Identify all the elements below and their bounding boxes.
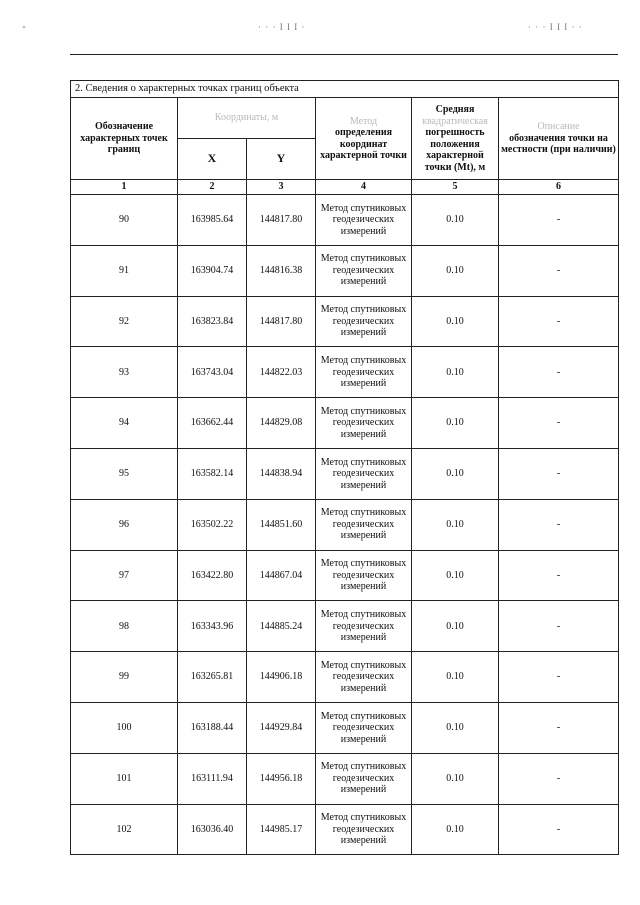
point-designation-cell: 91 (71, 245, 178, 296)
method-cell: Метод спутниковых геодезических измерений (316, 601, 412, 652)
table-row (71, 398, 619, 449)
table-row (71, 753, 619, 804)
header-rule (70, 54, 618, 55)
column-number-2: 2 (178, 180, 247, 195)
description-cell: - (499, 601, 619, 652)
x-coordinate-cell: 163502.22 (178, 499, 247, 550)
mean-error-cell: 0.10 (412, 499, 499, 550)
header-coordinates (178, 98, 316, 139)
section-title: 2. Сведения о характерных точках границ объекта (71, 81, 619, 98)
y-coordinate-cell: 144906.18 (247, 652, 316, 703)
header-method-top: Метод (349, 115, 378, 127)
y-coordinate-cell: 144817.80 (247, 296, 316, 347)
point-designation-cell: 99 (71, 652, 178, 703)
x-coordinate-cell: 163743.04 (178, 347, 247, 398)
y-coordinate-cell: 144829.08 (247, 398, 316, 449)
y-coordinate-cell: 144851.60 (247, 499, 316, 550)
y-coordinate-cell: 144985.17 (247, 804, 316, 855)
point-designation-cell: 98 (71, 601, 178, 652)
table-row (71, 195, 619, 246)
column-number-1: 1 (71, 180, 178, 195)
header-description (499, 98, 619, 180)
header-point-designation-label: Обозначение характерных точек границ (80, 121, 168, 156)
table-row (71, 702, 619, 753)
x-coordinate-cell: 163036.40 (178, 804, 247, 855)
page-mark-left: * (22, 24, 27, 33)
header-method-label: определения координат характерной точки (320, 127, 407, 161)
boundary-points-table (70, 80, 619, 855)
header-mean-error (412, 98, 499, 180)
point-designation-cell: 97 (71, 550, 178, 601)
x-coordinate-cell: 163111.94 (178, 753, 247, 804)
description-cell: - (499, 550, 619, 601)
description-cell: - (499, 347, 619, 398)
method-cell: Метод спутниковых геодезических измерений (316, 448, 412, 499)
page-mark-center: · · · I I I · (258, 22, 306, 32)
column-number-6: 6 (499, 180, 619, 195)
point-designation-cell: 93 (71, 347, 178, 398)
header-method (316, 98, 412, 180)
method-cell: Метод спутниковых геодезических измерений (316, 195, 412, 246)
header-point-designation (71, 98, 178, 180)
description-cell: - (499, 753, 619, 804)
mean-error-cell: 0.10 (412, 195, 499, 246)
description-cell: - (499, 448, 619, 499)
header-x: X (178, 139, 247, 180)
point-designation-cell: 102 (71, 804, 178, 855)
mean-error-cell: 0.10 (412, 601, 499, 652)
mean-error-cell: 0.10 (412, 296, 499, 347)
y-coordinate-cell: 144929.84 (247, 702, 316, 753)
page-mark-right: · · · I I I · · (528, 22, 583, 32)
x-coordinate-cell: 163265.81 (178, 652, 247, 703)
page-header-marks (0, 22, 640, 42)
description-cell: - (499, 499, 619, 550)
table-row (71, 448, 619, 499)
mean-error-cell: 0.10 (412, 347, 499, 398)
mean-error-cell: 0.10 (412, 652, 499, 703)
table-row (71, 652, 619, 703)
description-cell: - (499, 652, 619, 703)
point-designation-cell: 95 (71, 448, 178, 499)
y-coordinate-cell: 144822.03 (247, 347, 316, 398)
x-coordinate-cell: 163582.14 (178, 448, 247, 499)
x-coordinate-cell: 163823.84 (178, 296, 247, 347)
x-coordinate-cell: 163904.74 (178, 245, 247, 296)
y-coordinate-cell: 144885.24 (247, 601, 316, 652)
method-cell: Метод спутниковых геодезических измерений (316, 245, 412, 296)
description-cell: - (499, 296, 619, 347)
method-cell: Метод спутниковых геодезических измерений (316, 804, 412, 855)
mean-error-cell: 0.10 (412, 245, 499, 296)
point-designation-cell: 92 (71, 296, 178, 347)
table-row (71, 550, 619, 601)
y-coordinate-cell: 144838.94 (247, 448, 316, 499)
x-coordinate-cell: 163985.64 (178, 195, 247, 246)
y-coordinate-cell: 144816.38 (247, 245, 316, 296)
header-coordinates-label: Координаты, м (214, 112, 279, 124)
description-cell: - (499, 245, 619, 296)
y-coordinate-cell: 144956.18 (247, 753, 316, 804)
method-cell: Метод спутниковых геодезических измерений (316, 550, 412, 601)
method-cell: Метод спутниковых геодезических измерений (316, 296, 412, 347)
x-coordinate-cell: 163343.96 (178, 601, 247, 652)
header-y: Y (247, 139, 316, 180)
column-number-5: 5 (412, 180, 499, 195)
table-row (71, 804, 619, 855)
point-designation-cell: 96 (71, 499, 178, 550)
table-row (71, 499, 619, 550)
method-cell: Метод спутниковых геодезических измерений (316, 753, 412, 804)
mean-error-cell: 0.10 (412, 550, 499, 601)
description-cell: - (499, 804, 619, 855)
column-number-3: 3 (247, 180, 316, 195)
method-cell: Метод спутниковых геодезических измерений (316, 398, 412, 449)
point-designation-cell: 100 (71, 702, 178, 753)
table-body (71, 195, 619, 855)
description-cell: - (499, 398, 619, 449)
description-cell: - (499, 195, 619, 246)
y-coordinate-cell: 144817.80 (247, 195, 316, 246)
table-row (71, 601, 619, 652)
point-designation-cell: 94 (71, 398, 178, 449)
mean-error-cell: 0.10 (412, 753, 499, 804)
point-designation-cell: 101 (71, 753, 178, 804)
method-cell: Метод спутниковых геодезических измерений (316, 499, 412, 550)
column-number-4: 4 (316, 180, 412, 195)
header-description-label: обозначения точки на местности (при наличии) (501, 132, 616, 156)
mean-error-cell: 0.10 (412, 702, 499, 753)
method-cell: Метод спутниковых геодезических измерений (316, 347, 412, 398)
x-coordinate-cell: 163188.44 (178, 702, 247, 753)
method-cell: Метод спутниковых геодезических измерений (316, 702, 412, 753)
description-cell: - (499, 702, 619, 753)
header-mean-error-label: погрешность положения характерной точки (Mt), м (424, 127, 486, 173)
method-cell: Метод спутниковых геодезических измерений (316, 652, 412, 703)
mean-error-cell: 0.10 (412, 448, 499, 499)
header-mean-error-faded: квадратическая (422, 115, 488, 127)
table-row (71, 347, 619, 398)
x-coordinate-cell: 163422.80 (178, 550, 247, 601)
point-designation-cell: 90 (71, 195, 178, 246)
mean-error-cell: 0.10 (412, 804, 499, 855)
table-row (71, 296, 619, 347)
y-coordinate-cell: 144867.04 (247, 550, 316, 601)
table-row (71, 245, 619, 296)
mean-error-cell: 0.10 (412, 398, 499, 449)
header-description-top: Описание (537, 121, 580, 133)
header-mean-error-top: Средняя (435, 104, 475, 115)
x-coordinate-cell: 163662.44 (178, 398, 247, 449)
